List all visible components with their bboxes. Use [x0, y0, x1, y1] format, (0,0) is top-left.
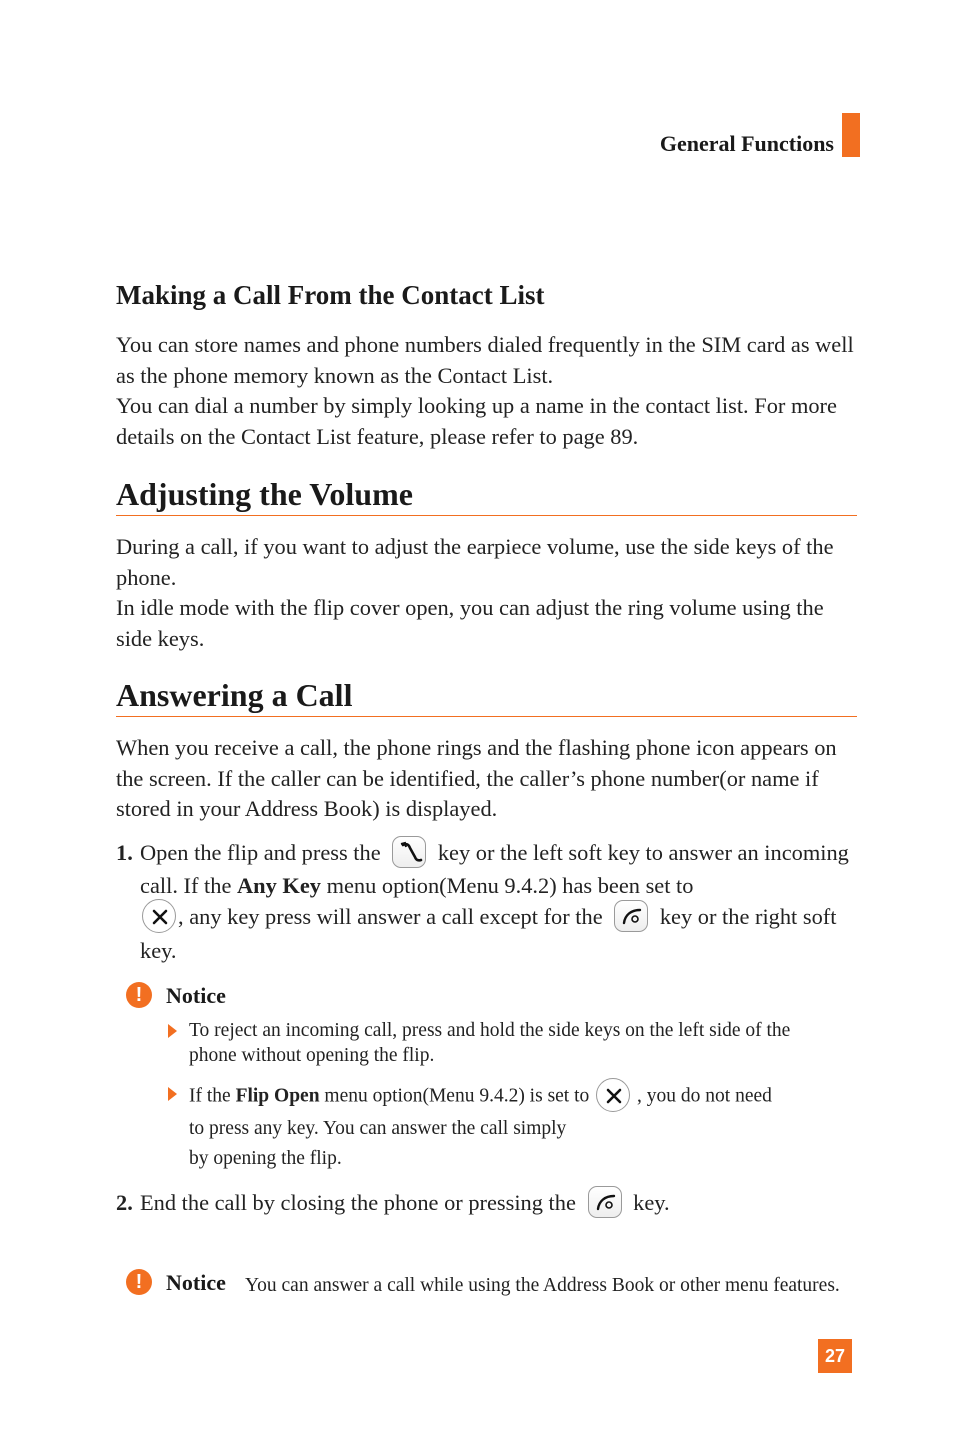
notice-bullet-1-text: To reject an incoming call, press and hold the side keys on the left side of the phone without opening the flip.	[189, 1020, 791, 1066]
contact-list-heading: Making a Call From the Contact List	[116, 280, 545, 310]
notice-bullet-1	[168, 1018, 833, 1068]
step1-text-3: menu option(Menu 9.4.2) has been set to	[326, 872, 694, 898]
volume-paragraph-2: In idle mode with the flip cover open, you can adjust the ring volume using the side keys.	[116, 595, 824, 652]
send-key-icon	[392, 836, 426, 868]
notice-text: You can answer a call while using the Address Book or other menu features.	[245, 1275, 840, 1296]
contact-list-text	[116, 330, 861, 453]
adjusting-volume-heading: Adjusting the Volume	[116, 476, 857, 516]
end-key-icon	[588, 1186, 622, 1218]
step1-text-4: , any key press will answer a call except for the	[178, 903, 603, 929]
answer-step-1	[116, 838, 861, 966]
notice-title: Notice	[166, 1270, 226, 1295]
step-number: 1.	[116, 840, 133, 865]
cross-key-icon	[596, 1078, 630, 1112]
end-key-icon	[614, 900, 648, 932]
notice-bullet-2	[168, 1080, 833, 1174]
step1-text-2: key or the left soft key to answer an incoming call. If the	[140, 840, 849, 898]
bullet2-text-line3: by opening the flip.	[189, 1148, 342, 1169]
flip-open-option-label: Flip Open	[235, 1085, 320, 1107]
step2-text-pre: End the call by closing the phone or pressing the	[140, 1190, 576, 1215]
contact-list-paragraph-2: You can dial a number by simply looking up a name in the contact list. For more details on the Contact List feature, please refer to page 89.	[116, 393, 837, 450]
volume-paragraph-1: During a call, if you want to adjust the earpiece volume, use the side keys of the phone.	[116, 534, 834, 590]
page-number: 27	[818, 1339, 852, 1373]
bullet2-text-post: , you do not need	[637, 1085, 772, 1107]
step1-text-1: Open the flip and press the	[140, 840, 381, 865]
cross-key-icon	[142, 899, 176, 933]
volume-text	[116, 532, 861, 655]
notice-title: Notice	[166, 983, 226, 1008]
bullet2-text-mid: menu option(Menu 9.4.2) is set to	[324, 1085, 590, 1107]
bullet2-text-line2: to press any key. You can answer the call simply	[189, 1118, 567, 1139]
step-number: 2.	[116, 1190, 133, 1215]
section-tab-marker	[842, 113, 860, 157]
answering-intro: When you receive a call, the phone rings and the flashing phone icon appears on the screen. If the caller can be identified, the caller’s phone number(or name if stored in your Address Book) is displayed.	[116, 735, 837, 822]
exclamation-icon: !	[126, 982, 152, 1008]
exclamation-icon: !	[126, 1269, 152, 1295]
section-header-label: General Functions	[659, 131, 834, 156]
any-key-option-label: Any Key	[237, 872, 321, 898]
answer-step-2	[116, 1188, 861, 1221]
bullet2-text-pre: If the	[189, 1085, 231, 1107]
bullet-triangle-icon	[168, 1024, 177, 1038]
contact-list-paragraph-1: You can store names and phone numbers dialed frequently in the SIM card as well as the phone memory known as the Contact List.	[116, 332, 854, 388]
answering-call-heading: Answering a Call	[116, 677, 857, 717]
step1-text-5: key or the right soft key.	[140, 903, 837, 963]
step2-text-post: key.	[633, 1190, 670, 1215]
bullet-triangle-icon	[168, 1087, 177, 1101]
